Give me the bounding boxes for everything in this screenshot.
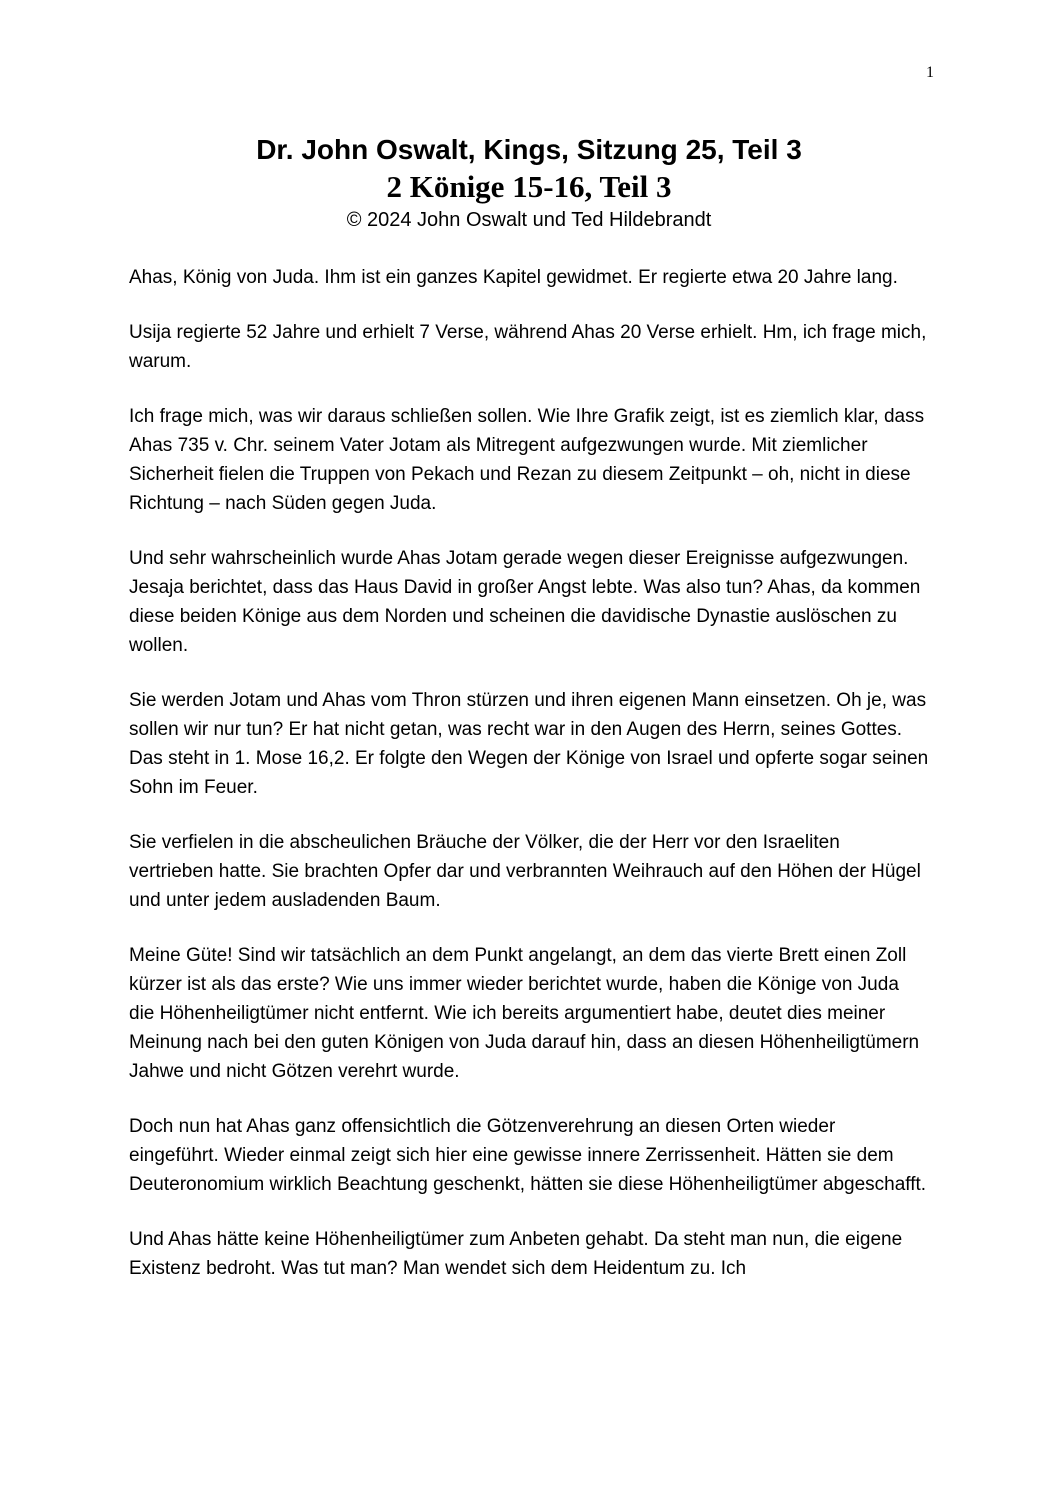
document-subtitle: 2 Könige 15-16, Teil 3	[386, 169, 672, 204]
paragraph: Usija regierte 52 Jahre und erhielt 7 Verse, während Ahas 20 Verse erhielt. Hm, ich frage mich, warum.	[129, 322, 927, 372]
copyright-line: © 2024 John Oswalt und Ted Hildebrandt	[346, 209, 712, 231]
paragraph: Und sehr wahrscheinlich wurde Ahas Jotam gerade wegen dieser Ereignisse aufgezwungen. Jesaja berichtet, dass das Haus David in großer Angst lebte. Was also tun? Ahas, da kommen diese beiden Könige aus dem Norden und scheinen die davidische Dynastie auslöschen zu wollen.	[129, 548, 921, 656]
paragraph: Sie werden Jotam und Ahas vom Thron stürzen und ihren eigenen Mann einsetzen. Oh je, was sollen wir nur tun? Er hat nicht getan, was recht war in den Augen des Herrn, seines Gottes. Das steht in 1. Mose 16,2. Er folgte den Wegen der Könige von Israel und opferte sogar seinen Sohn im Feuer.	[129, 690, 929, 798]
paragraph: Ahas, König von Juda. Ihm ist ein ganzes Kapitel gewidmet. Er regierte etwa 20 Jahre lang.	[129, 267, 898, 288]
title-block	[0, 132, 1058, 234]
paragraph: Doch nun hat Ahas ganz offensichtlich die Götzenverehrung an diesen Orten wieder eingeführt. Wieder einmal zeigt sich hier eine gewisse innere Zerrissenheit. Hätten sie dem Deuteronomium wirklich Beachtung geschenkt, hätten sie diese Höhenheiligtümer abgeschafft.	[129, 1116, 927, 1195]
body-text	[129, 263, 929, 1309]
paragraph: Und Ahas hätte keine Höhenheiligtümer zum Anbeten gehabt. Da steht man nun, die eigene Existenz bedroht. Was tut man? Man wendet sich dem Heidentum zu. Ich	[129, 1229, 903, 1279]
paragraph: Sie verfielen in die abscheulichen Bräuche der Völker, die der Herr vor den Israeliten vertrieben hatte. Sie brachten Opfer dar und verbrannten Weihrauch auf den Höhen der Hügel und unter jedem ausladenden Baum.	[129, 832, 921, 911]
page-number: 1	[926, 64, 934, 81]
paragraph: Meine Güte! Sind wir tatsächlich an dem Punkt angelangt, an dem das vierte Brett einen Zoll kürzer ist als das erste? Wie uns immer wieder berichtet wurde, haben die Könige von Juda die Höhenheiligtümer nicht entfernt. Wie ich bereits argumentiert habe, deutet dies meiner Meinung nach bei den guten Königen von Juda darauf hin, dass an diesen Höhenheiligtümern Jahwe und nicht Götzen verehrt wurde.	[129, 945, 920, 1082]
document-title: Dr. John Oswalt, Kings, Sitzung 25, Teil 3	[256, 134, 802, 165]
paragraph: Ich frage mich, was wir daraus schließen sollen. Wie Ihre Grafik zeigt, ist es ziemlich klar, dass Ahas 735 v. Chr. seinem Vater Jotam als Mitregent aufgezwungen wurde. Mit ziemlicher Sicherheit fielen die Truppen von Pekach und Rezan zu diesem Zeitpunkt – oh, nicht in diese Richtung – nach Süden gegen Juda.	[129, 406, 925, 514]
